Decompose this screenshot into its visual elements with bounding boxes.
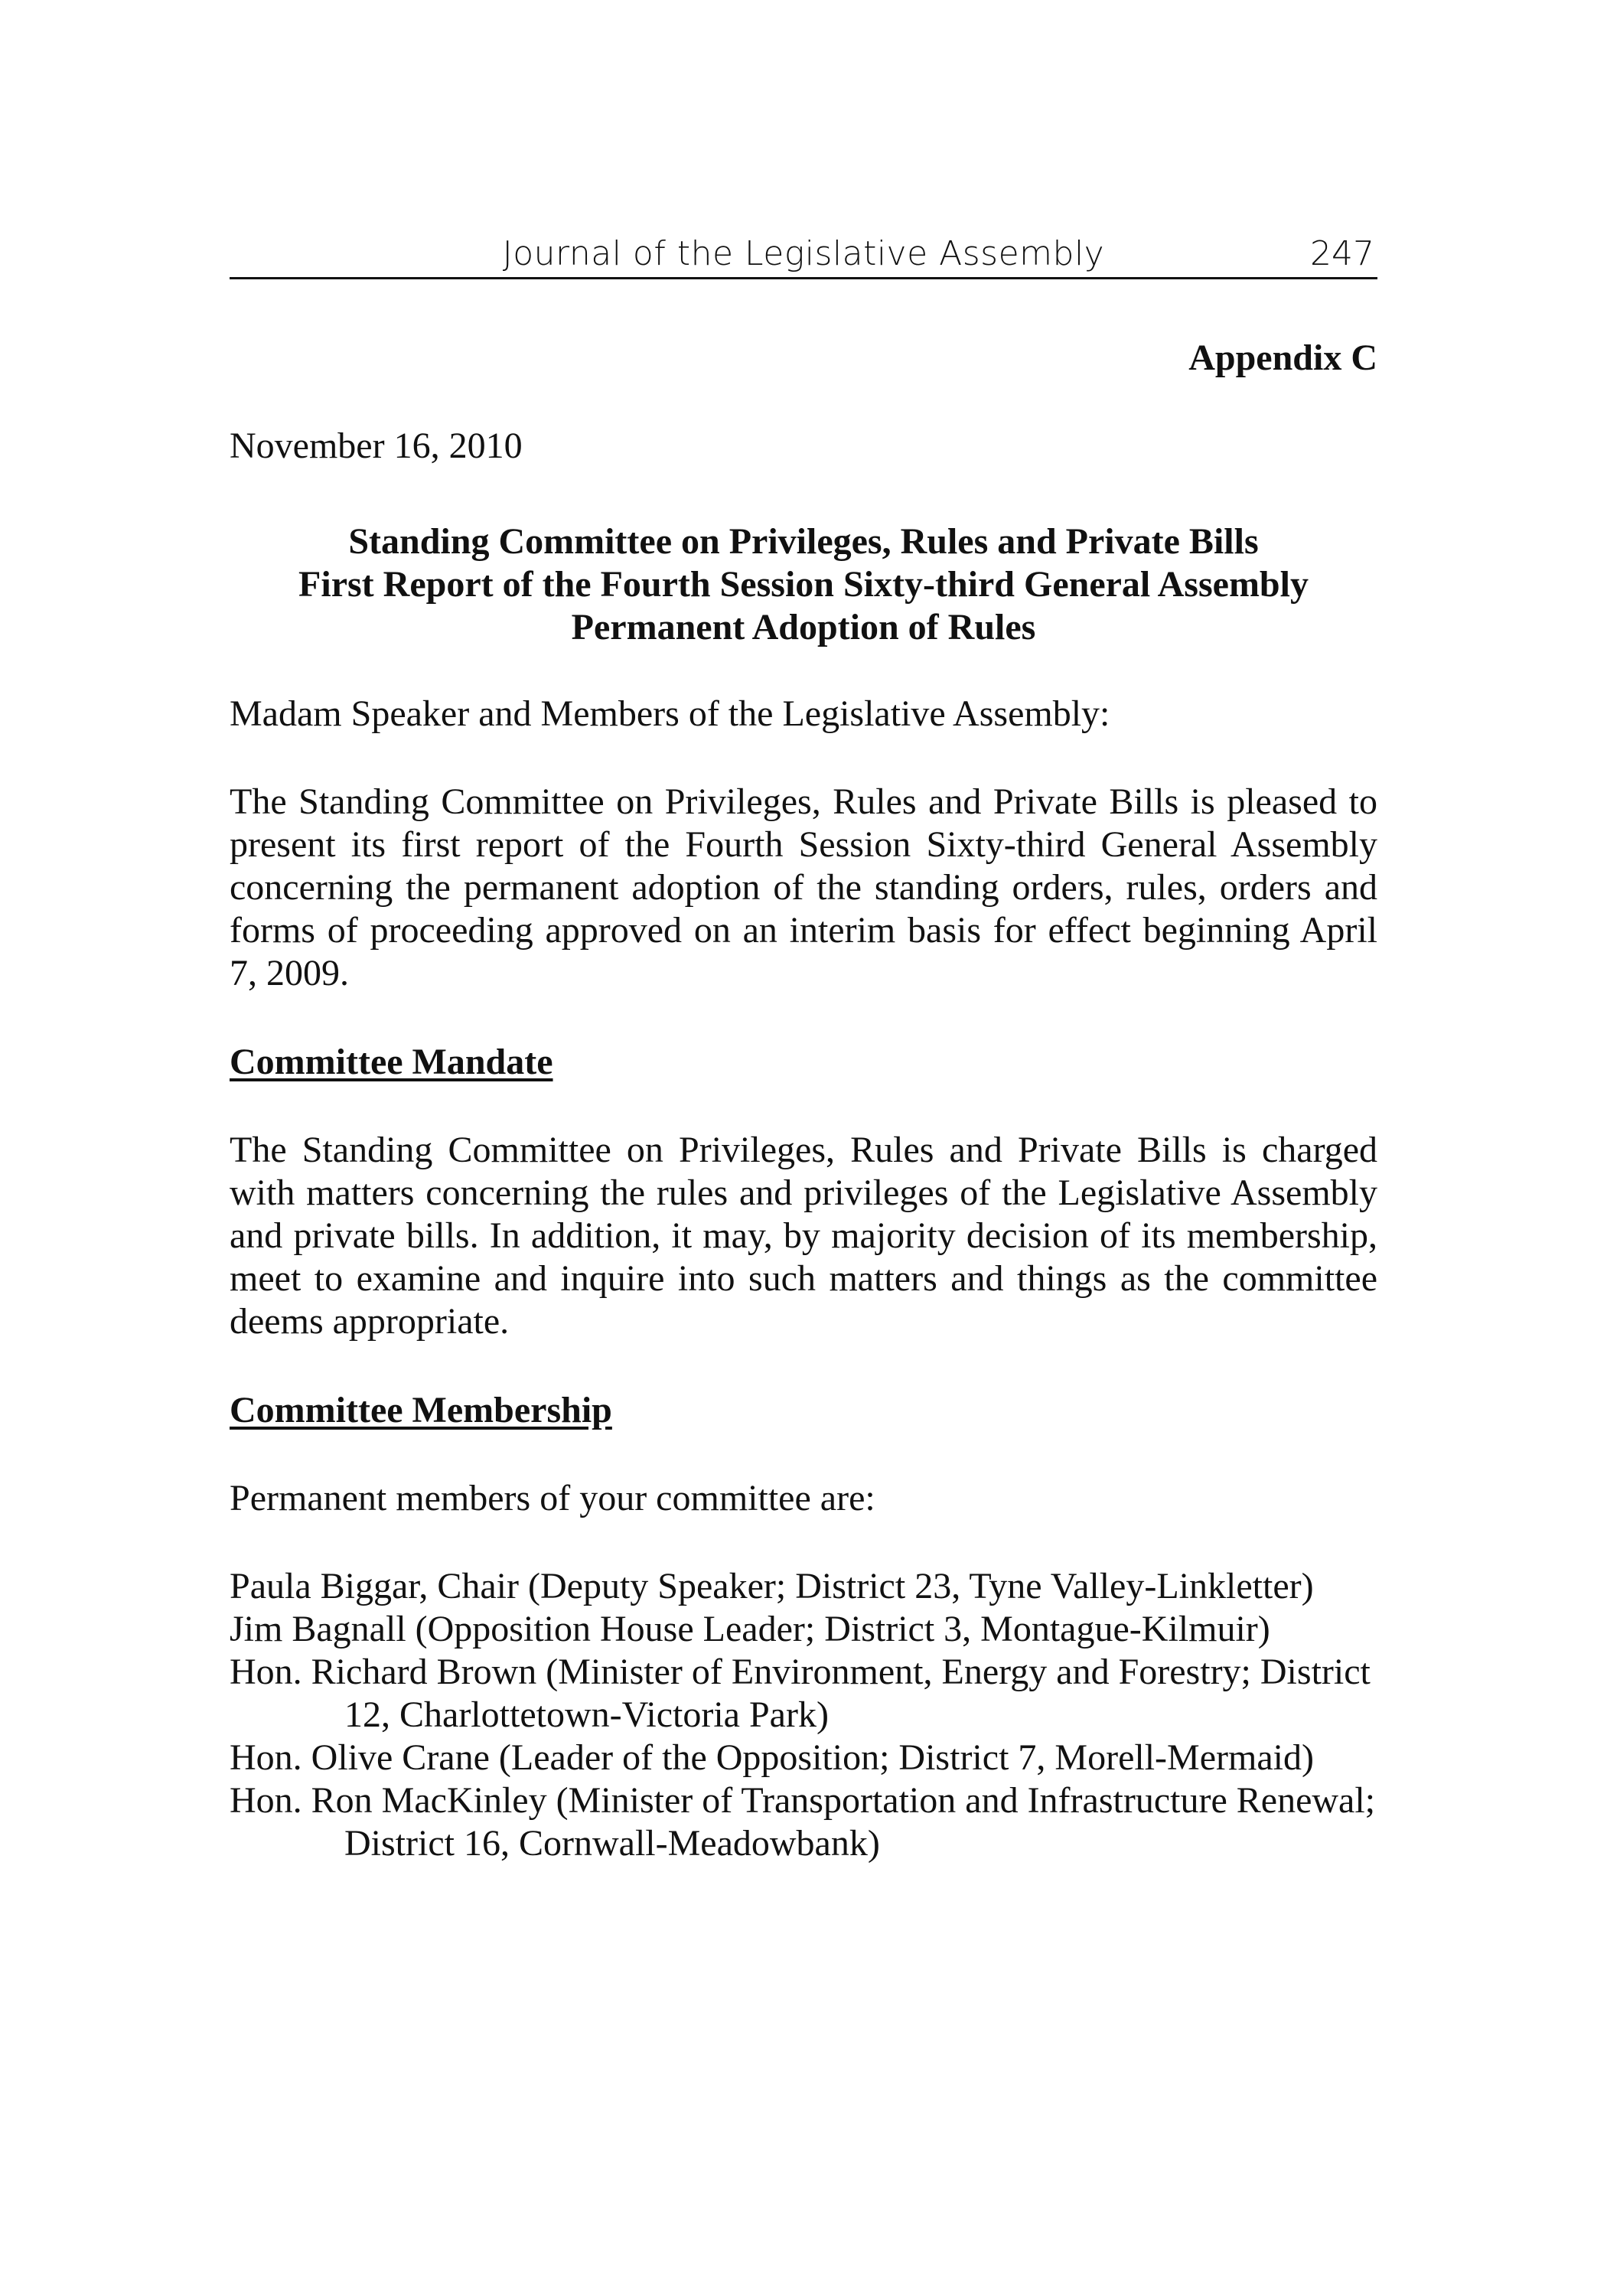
member-entry: Paula Biggar, Chair (Deputy Speaker; District 23, Tyne Valley-Linkletter) <box>230 1566 1314 1606</box>
member-entry: Jim Bagnall (Opposition House Leader; District 3, Montague-Kilmuir) <box>230 1609 1270 1649</box>
intro-paragraph: The Standing Committee on Privileges, Rules and Private Bills is pleased to present its first report of the Fourth Session Sixty-third General Assembly concerning the permanent adoption of the standing orders, rules, orders and forms of proceeding approved on an interim basis for effect beginning April 7, 2009. <box>230 781 1377 993</box>
page-number: 247 <box>1310 234 1374 273</box>
member-entry: Hon. Ron MacKinley (Minister of Transportation and Infrastructure Renewal; District 16, Cornwall-Meadowbank) <box>230 1780 1376 1864</box>
report-topic: Permanent Adoption of Rules <box>571 607 1036 647</box>
mandate-heading: Committee Mandate <box>230 1042 553 1082</box>
report-title-block <box>230 520 1377 649</box>
committee-title: Standing Committee on Privileges, Rules and Private Bills <box>348 521 1259 562</box>
running-title: Journal of the Legislative Assembly <box>502 234 1105 273</box>
report-subtitle: First Report of the Fourth Session Sixty-third General Assembly <box>298 564 1309 605</box>
appendix-label: Appendix C <box>1188 338 1377 378</box>
running-header <box>230 230 1377 279</box>
member-list <box>230 1565 1393 1865</box>
membership-intro: Permanent members of your committee are: <box>230 1478 875 1518</box>
report-date: November 16, 2010 <box>230 426 523 466</box>
mandate-paragraph: The Standing Committee on Privileges, Rules and Private Bills is charged with matters concerning the rules and privileges of the Legislative Assembly and private bills. In addition, it may, by majority decision of its membership, meet to examine and inquire into such matters and things as the committee deems appropriate. <box>230 1130 1377 1342</box>
member-entry: Hon. Richard Brown (Minister of Environment, Energy and Forestry; District 12, Charlottetown-Victoria Park) <box>230 1652 1371 1735</box>
membership-heading: Committee Membership <box>230 1390 612 1430</box>
salutation: Madam Speaker and Members of the Legislative Assembly: <box>230 693 1110 734</box>
member-entry: Hon. Olive Crane (Leader of the Opposition; District 7, Morell-Mermaid) <box>230 1737 1314 1778</box>
